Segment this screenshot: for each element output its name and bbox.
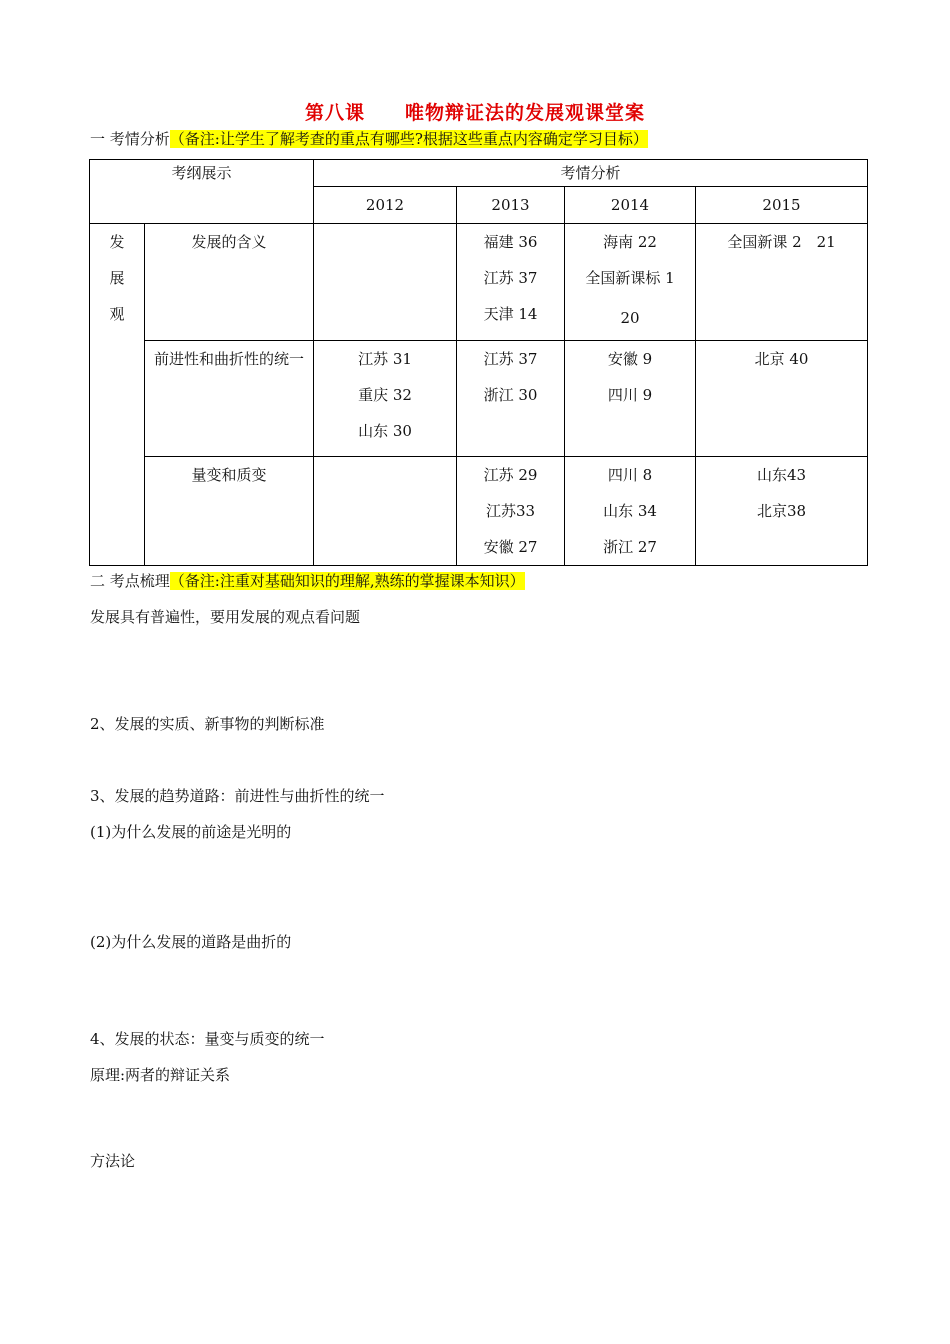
section-2-note: （备注:注重对基础知识的理解,熟练的掌握课本知识） [169, 572, 525, 590]
point-3-1: (1)为什么发展的前途是光明的 [90, 823, 292, 841]
point-2: 2、发展的实质、新事物的判断标准 [90, 715, 325, 733]
cell-r1-2012 [314, 224, 457, 341]
cell-r2-2014: 安徽 9 四川 9 [565, 341, 696, 457]
cell-r1-2015: 全国新课 2 21 [696, 224, 868, 341]
topic-meaning: 发展的含义 [145, 224, 314, 341]
cell-r3-2015: 山东43 北京38 [696, 457, 868, 566]
section-2-heading [90, 570, 525, 591]
topic-quantity-quality: 量变和质变 [145, 457, 314, 566]
cell-r1-2014: 海南 22 全国新课标 1 20 [565, 224, 696, 341]
header-analysis: 考情分析 [314, 160, 868, 187]
cell-r3-2012 [314, 457, 457, 566]
page-title [0, 98, 950, 125]
point-3: 3、发展的趋势道路：前进性与曲折性的统一 [90, 787, 385, 805]
group-label: 发 展 观 [90, 224, 145, 566]
cell-r2-2015: 北京 40 [696, 341, 868, 457]
section-2-label: 二 考点梳理 [90, 572, 170, 590]
methodology: 方法论 [90, 1152, 136, 1170]
point-3-2: (2)为什么发展的道路是曲折的 [90, 933, 292, 951]
principle: 原理:两者的辩证关系 [90, 1066, 231, 1084]
cell-r3-2013: 江苏 29 江苏33 安徽 27 [457, 457, 565, 566]
year-2013: 2013 [457, 187, 565, 224]
cell-r2-2013: 江苏 37 浙江 30 [457, 341, 565, 457]
exam-analysis-table [89, 159, 868, 566]
section-1-heading [90, 128, 648, 149]
year-2012: 2012 [314, 187, 457, 224]
topic-progress-twists: 前进性和曲折性的统一 [145, 341, 314, 457]
cell-r1-2013: 福建 36 江苏 37 天津 14 [457, 224, 565, 341]
cell-r3-2014: 四川 8 山东 34 浙江 27 [565, 457, 696, 566]
section-1-label: 一 考情分析 [90, 130, 170, 148]
lesson-title: 唯物辩证法的发展观课堂案 [405, 102, 646, 124]
year-2015: 2015 [696, 187, 868, 224]
cell-r2-2012: 江苏 31 重庆 32 山东 30 [314, 341, 457, 457]
point-4: 4、发展的状态：量变与质变的统一 [90, 1030, 325, 1048]
point-1: 发展具有普遍性，要用发展的观点看问题 [90, 608, 361, 626]
year-2014: 2014 [565, 187, 696, 224]
header-syllabus: 考纲展示 [90, 160, 314, 224]
lesson-number: 第八课 [304, 102, 365, 124]
section-1-note: （备注:让学生了解考查的重点有哪些?根据这些重点内容确定学习目标） [169, 130, 648, 148]
